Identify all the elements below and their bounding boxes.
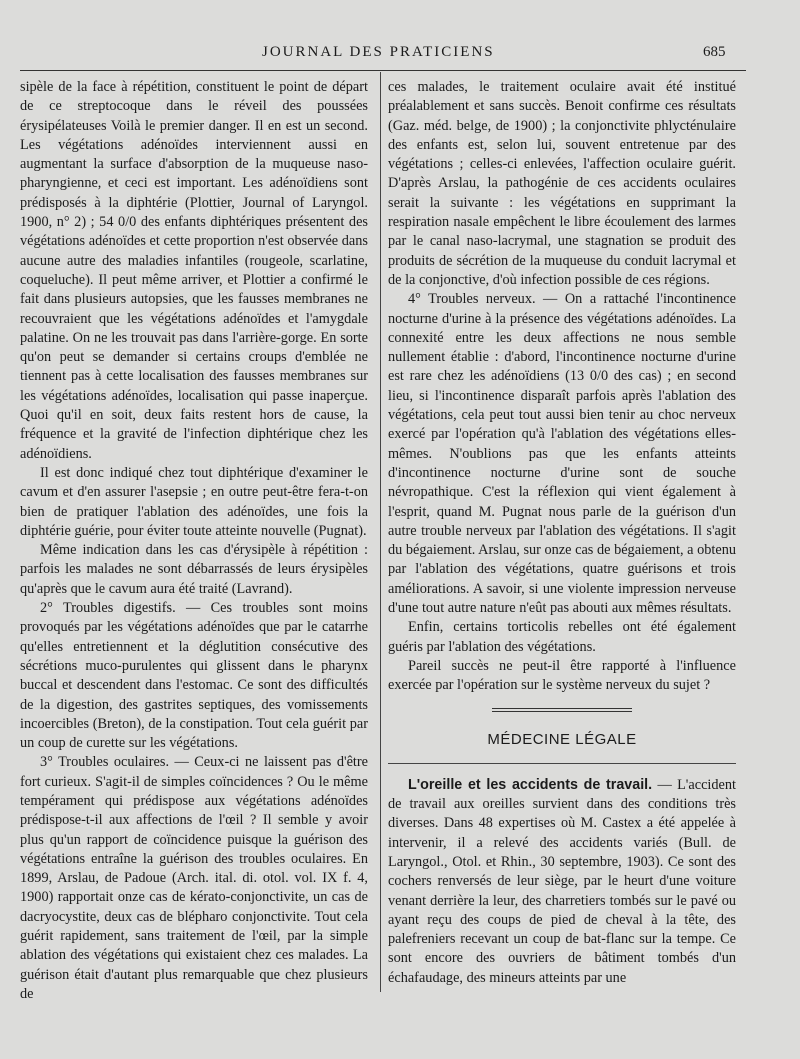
left-column: [20, 78, 368, 1004]
page-number: 685: [703, 44, 726, 60]
header-rule: [20, 70, 746, 71]
column-divider: [380, 72, 381, 992]
right-column: [388, 78, 736, 988]
paragraph: Il est donc indiqué chez tout diphtérique d'examiner le cavum et d'en assurer l'asepsie ; en outre peut-être fera-t-on bien de pratiquer l'ablation des adénoïdes, une fois la diphtérie guérie, pour éviter toute atteinte nouvelle (Pugnat).: [20, 464, 368, 539]
paragraph: sipèle de la face à répétition, constituent le point de départ de ce streptocoque dans le réveil des poussées érysipélateuses Voilà le premier danger. Il en est un second. Les végétations adénoïdes interviennent aussi en augmentant la surface d'absorption de la muqueuse naso-pharyngienne, et ceci est important. Les adénoïdiens sont prédisposés à la diphtérie (Plottier, Journal of Laryngol. 1900, n° 2) ; 54 0/0 des enfants diphtériques présentent des végétations adénoïdes et cette proportion n'est observée dans aucune autre des maladies infantiles (rougeole, scarlatine, coqueluche). Il peut même arriver, et Plottier a confirmé le fait dans plusieurs autopsies, que les fausses membranes ne recouvraient que les végétations adénoïdes et l'amygdale palatine. On ne les trouvait pas dans l'arrière-gorge. En sorte qu'on peut se demander si certains croups d'emblée ne tiennent pas à cette localisation des fausses membranes sur les végétations adénoïdes, localisation qui passe inaperçue. Quoi qu'il en soit, deux faits restent hors de cause, la fréquence et la gravité de l'infection diphtérique chez les adénoïdiens.: [20, 79, 368, 462]
paragraph: 3° Troubles oculaires. — Ceux-ci ne laissent pas d'être fort curieux. S'agit-il de simples coïncidences ? Ou le même tempérament qui prédispose aux végétations adénoïdes prédispose-t-il aux affections de l'œil ? Il semble y avoir plus qu'un rapport de coïncidence puisque la guérison des végétations entraîne la guérison des troubles oculaires. En 1899, Arslau, de Padoue (Arch. ital. di. otol. vol. IX f. 4, 1900) rapportait onze cas de kérato-conjonctivite, un cas de dacryocystite, deux cas de blépharo conjonctivite. Tout cela guérit rapidement, sans traitement de l'œil, par la simple ablation des végétations qui existaient chez ces malades. La guérison était d'autant plus remarquable que chez plusieurs de: [20, 754, 368, 1002]
paragraph: Pareil succès ne peut-il être rapporté à l'influence exercée par l'opération sur le système nerveux du sujet ?: [388, 657, 736, 694]
section-separator: [492, 708, 632, 712]
section-title: MÉDECINE LÉGALE: [487, 730, 637, 748]
paragraph: Même indication dans les cas d'érysipèle à répétition : parfois les malades ne sont débarrassés de leurs érysipèles qu'après que le cavum aura été traité (Lavrand).: [20, 542, 368, 597]
running-head: [0, 44, 800, 64]
section-lead: L'oreille et les accidents de travail.: [408, 776, 653, 793]
paragraph: 2° Troubles digestifs. — Ces troubles sont moins provoqués par les végétations adénoïdes que par le catarrhe qu'elles entretiennent et la déglutition consécutive des sécrétions muco-purulentes qui glissent dans le pharynx buccal et descendent dans l'estomac. Ce sont des difficultés de la digestion, des gastrites septiques, des vomissements incoercibles (Breton), de la constipation. Tout cela guérit par un coup de curette sur les végétations.: [20, 600, 368, 752]
paragraph: Enfin, certains torticolis rebelles ont été également guéris par l'ablation des végétations.: [388, 619, 736, 655]
paragraph: 4° Troubles nerveux. — On a rattaché l'incontinence nocturne d'urine à la présence des végétations adénoïdes. La connexité entre les deux affections ne nous semble nullement établie : d'abord, l'incontinence nocturne d'urine est rare chez les adénoïdiens (13 0/0 des cas) ; en second lieu, si l'incontinence disparaît parfois après l'ablation des végétations, cela peut tout aussi bien tenir au choc nerveux exercé par l'opération qu'à l'ablation des végétations elles-mêmes. N'oublions pas que les enfants atteints d'incontinence nocturne d'urine sont de souche névropathique. C'est la réflexion qui vient également à l'esprit, quand M. Pugnat nous parle de la guérison d'un autre trouble nerveux par l'ablation des végétations. Il s'agit du bégaiement. Arslau, sur onze cas de bégaiement, a obtenu par l'ablation des végétations, quatre guérisons et trois améliorations. A savoir, si une violente impression nerveuse d'une tout autre nature n'eût pas abouti aux mêmes résultats.: [388, 291, 736, 617]
paragraph: ces malades, le traitement oculaire avait été institué préalablement et sans succès. Benoit confirme ces résultats (Gaz. méd. belge, de 1900) ; la conjonctivite phlycténulaire des enfants est, selon lui, souvent entretenue par des végétations ; celles-ci enlevées, l'affection oculaire guérit. D'après Arslau, la pathogénie de ces accidents oculaires serait la suivante : les végétations en supprimant la respiration nasale empêchent le libre écoulement des larmes par le canal naso-lacrymal, une stagnation se produit des produits de sécrétion de la muqueuse du conduit lacrymal et de la conjonctive, d'où infection possible de ces régions.: [388, 79, 736, 288]
section-body: — L'accident de travail aux oreilles survient dans des conditions très diverses. Dans 48 expertises où M. Castex a été appelée à intervenir, il a relevé des accidents variés (Bull. de Laryngol., Otol. et Rhin., 30 septembre, 1903). Ce sont des cochers renversés de leur siège, par le heurt d'une voiture venant derrière la leur, des charretiers tombés sur le pavé ou ayant reçu des coups de pied de cheval à la tête, des palefreniers recevant un coup de bat-flanc sur la tempe. Ce sont encore des ouvriers de bâtiment tombés d'un échafaudage, des mineurs atteints par une: [388, 776, 736, 986]
section-rule: [388, 763, 736, 764]
section-paragraph: [388, 776, 736, 988]
journal-title: JOURNAL DES PRATICIENS: [262, 44, 495, 60]
